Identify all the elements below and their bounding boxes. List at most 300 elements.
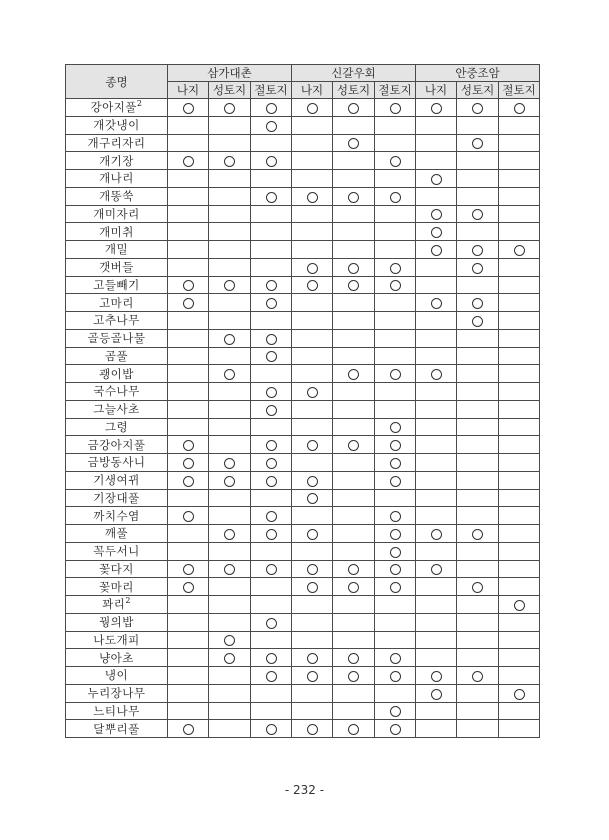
presence-circle-icon bbox=[266, 458, 277, 469]
presence-cell bbox=[333, 560, 375, 578]
presence-cell bbox=[251, 613, 292, 631]
presence-cell bbox=[457, 489, 499, 507]
presence-cell bbox=[333, 223, 375, 241]
table-row bbox=[66, 649, 540, 667]
presence-cell bbox=[292, 720, 333, 738]
presence-cell bbox=[251, 596, 292, 614]
presence-cell bbox=[416, 347, 457, 365]
presence-cell bbox=[416, 276, 457, 294]
presence-cell bbox=[499, 170, 540, 188]
presence-cell bbox=[168, 667, 209, 685]
species-name-cell bbox=[66, 205, 168, 223]
presence-cell bbox=[209, 667, 251, 685]
presence-cell bbox=[499, 347, 540, 365]
presence-cell bbox=[292, 560, 333, 578]
table-row bbox=[66, 489, 540, 507]
species-name: 기장대풀 bbox=[93, 490, 140, 505]
presence-cell bbox=[375, 383, 416, 401]
presence-circle-icon bbox=[183, 511, 194, 522]
presence-cell bbox=[168, 489, 209, 507]
table-row bbox=[66, 365, 540, 383]
presence-cell bbox=[416, 400, 457, 418]
presence-cell bbox=[416, 596, 457, 614]
species-name-cell bbox=[66, 667, 168, 685]
presence-circle-icon bbox=[266, 476, 277, 487]
presence-cell bbox=[251, 667, 292, 685]
species-name: 냥아초 bbox=[99, 650, 134, 665]
presence-cell bbox=[292, 631, 333, 649]
presence-circle-icon bbox=[183, 280, 194, 291]
presence-cell bbox=[333, 436, 375, 454]
presence-cell bbox=[499, 134, 540, 152]
presence-circle-icon bbox=[266, 156, 277, 167]
presence-cell bbox=[333, 649, 375, 667]
species-name-cell bbox=[66, 720, 168, 738]
species-table-body bbox=[66, 99, 540, 738]
presence-circle-icon bbox=[348, 138, 359, 149]
presence-cell bbox=[292, 170, 333, 188]
presence-circle-icon bbox=[183, 582, 194, 593]
presence-cell bbox=[168, 223, 209, 241]
presence-cell bbox=[416, 258, 457, 276]
presence-circle-icon bbox=[266, 298, 277, 309]
presence-cell bbox=[457, 400, 499, 418]
presence-circle-icon bbox=[472, 103, 483, 114]
presence-cell bbox=[333, 489, 375, 507]
presence-cell bbox=[333, 578, 375, 596]
presence-cell bbox=[292, 205, 333, 223]
presence-cell bbox=[416, 312, 457, 330]
presence-circle-icon bbox=[307, 653, 318, 664]
presence-circle-icon bbox=[266, 724, 277, 735]
presence-cell bbox=[251, 507, 292, 525]
species-name: 개기장 bbox=[99, 153, 134, 168]
presence-circle-icon bbox=[431, 174, 442, 185]
presence-cell bbox=[499, 507, 540, 525]
presence-cell bbox=[416, 525, 457, 543]
presence-cell bbox=[168, 649, 209, 667]
presence-cell bbox=[457, 205, 499, 223]
subcolumn-header: 성토지 bbox=[209, 82, 251, 99]
presence-circle-icon bbox=[390, 653, 401, 664]
presence-cell bbox=[292, 684, 333, 702]
presence-circle-icon bbox=[183, 156, 194, 167]
presence-cell bbox=[292, 241, 333, 259]
presence-cell bbox=[292, 471, 333, 489]
species-name: 강아지풀 bbox=[90, 100, 137, 115]
presence-cell bbox=[416, 613, 457, 631]
presence-cell bbox=[457, 649, 499, 667]
presence-cell bbox=[375, 365, 416, 383]
presence-cell bbox=[292, 294, 333, 312]
presence-cell bbox=[333, 507, 375, 525]
presence-cell bbox=[209, 454, 251, 472]
presence-cell bbox=[457, 560, 499, 578]
presence-cell bbox=[292, 276, 333, 294]
presence-cell bbox=[416, 471, 457, 489]
presence-cell bbox=[209, 418, 251, 436]
presence-cell bbox=[251, 578, 292, 596]
presence-cell bbox=[499, 400, 540, 418]
presence-circle-icon bbox=[431, 298, 442, 309]
species-table bbox=[65, 64, 540, 738]
presence-circle-icon bbox=[266, 121, 277, 132]
presence-cell bbox=[375, 560, 416, 578]
presence-circle-icon bbox=[472, 582, 483, 593]
presence-cell bbox=[209, 578, 251, 596]
presence-cell bbox=[457, 436, 499, 454]
presence-circle-icon bbox=[183, 724, 194, 735]
species-name: 고추나무 bbox=[93, 313, 140, 328]
presence-cell bbox=[499, 187, 540, 205]
subcolumn-header: 나지 bbox=[416, 82, 457, 99]
presence-cell bbox=[416, 702, 457, 720]
presence-cell bbox=[292, 400, 333, 418]
presence-cell bbox=[209, 205, 251, 223]
presence-cell bbox=[457, 613, 499, 631]
presence-circle-icon bbox=[266, 653, 277, 664]
table-row bbox=[66, 134, 540, 152]
presence-cell bbox=[416, 116, 457, 134]
species-name-cell bbox=[66, 170, 168, 188]
presence-cell bbox=[251, 400, 292, 418]
presence-cell bbox=[292, 578, 333, 596]
presence-cell bbox=[416, 134, 457, 152]
presence-cell bbox=[251, 99, 292, 117]
species-name-cell bbox=[66, 312, 168, 330]
presence-cell bbox=[499, 294, 540, 312]
presence-cell bbox=[333, 312, 375, 330]
presence-cell bbox=[499, 276, 540, 294]
presence-circle-icon bbox=[224, 476, 235, 487]
table-row bbox=[66, 347, 540, 365]
presence-circle-icon bbox=[390, 192, 401, 203]
presence-circle-icon bbox=[348, 103, 359, 114]
presence-cell bbox=[209, 436, 251, 454]
presence-cell bbox=[168, 294, 209, 312]
presence-cell bbox=[457, 507, 499, 525]
presence-cell bbox=[209, 631, 251, 649]
presence-cell bbox=[416, 720, 457, 738]
presence-cell bbox=[292, 702, 333, 720]
presence-cell bbox=[209, 702, 251, 720]
presence-cell bbox=[292, 258, 333, 276]
presence-cell bbox=[499, 152, 540, 170]
presence-cell bbox=[209, 649, 251, 667]
presence-cell bbox=[416, 187, 457, 205]
presence-circle-icon bbox=[224, 334, 235, 345]
presence-circle-icon bbox=[390, 156, 401, 167]
presence-cell bbox=[333, 471, 375, 489]
species-name: 달뿌리풀 bbox=[93, 721, 140, 736]
presence-cell bbox=[416, 329, 457, 347]
table-row bbox=[66, 383, 540, 401]
presence-cell bbox=[292, 525, 333, 543]
presence-cell bbox=[499, 258, 540, 276]
presence-cell bbox=[416, 649, 457, 667]
subcolumn-header: 절토지 bbox=[251, 82, 292, 99]
presence-cell bbox=[251, 471, 292, 489]
presence-cell bbox=[499, 596, 540, 614]
presence-circle-icon bbox=[266, 405, 277, 416]
table-row bbox=[66, 329, 540, 347]
table-row bbox=[66, 312, 540, 330]
table-row bbox=[66, 667, 540, 685]
presence-cell bbox=[499, 418, 540, 436]
presence-cell bbox=[416, 578, 457, 596]
presence-cell bbox=[168, 400, 209, 418]
presence-cell bbox=[251, 116, 292, 134]
presence-cell bbox=[499, 525, 540, 543]
table-row bbox=[66, 507, 540, 525]
presence-circle-icon bbox=[307, 440, 318, 451]
species-name-cell bbox=[66, 241, 168, 259]
presence-cell bbox=[251, 542, 292, 560]
presence-cell bbox=[209, 116, 251, 134]
presence-cell bbox=[416, 205, 457, 223]
species-name-cell bbox=[66, 187, 168, 205]
presence-circle-icon bbox=[224, 369, 235, 380]
presence-cell bbox=[333, 347, 375, 365]
presence-cell bbox=[292, 329, 333, 347]
presence-cell bbox=[499, 205, 540, 223]
presence-cell bbox=[209, 347, 251, 365]
presence-circle-icon bbox=[307, 493, 318, 504]
presence-circle-icon bbox=[307, 192, 318, 203]
presence-cell bbox=[333, 99, 375, 117]
presence-cell bbox=[457, 471, 499, 489]
presence-cell bbox=[168, 152, 209, 170]
presence-circle-icon bbox=[266, 671, 277, 682]
presence-cell bbox=[209, 170, 251, 188]
presence-cell bbox=[209, 365, 251, 383]
presence-cell bbox=[375, 134, 416, 152]
presence-cell bbox=[168, 365, 209, 383]
presence-circle-icon bbox=[390, 263, 401, 274]
presence-cell bbox=[333, 613, 375, 631]
presence-cell bbox=[416, 507, 457, 525]
presence-cell bbox=[251, 684, 292, 702]
species-name-cell bbox=[66, 294, 168, 312]
species-name: 꿩의밥 bbox=[99, 615, 134, 630]
presence-cell bbox=[333, 418, 375, 436]
site-header: 안중조암 bbox=[416, 65, 540, 82]
presence-circle-icon bbox=[266, 103, 277, 114]
presence-cell bbox=[251, 312, 292, 330]
presence-cell bbox=[416, 436, 457, 454]
presence-cell bbox=[333, 187, 375, 205]
presence-cell bbox=[333, 702, 375, 720]
presence-circle-icon bbox=[224, 653, 235, 664]
presence-cell bbox=[168, 258, 209, 276]
presence-cell bbox=[251, 329, 292, 347]
presence-cell bbox=[333, 365, 375, 383]
species-name-cell bbox=[66, 276, 168, 294]
table-row bbox=[66, 684, 540, 702]
presence-circle-icon bbox=[307, 564, 318, 575]
presence-cell bbox=[251, 436, 292, 454]
species-name-cell bbox=[66, 542, 168, 560]
species-name: 금방동사니 bbox=[87, 455, 146, 470]
presence-cell bbox=[209, 294, 251, 312]
presence-cell bbox=[168, 542, 209, 560]
presence-cell bbox=[499, 631, 540, 649]
presence-circle-icon bbox=[348, 653, 359, 664]
table-row bbox=[66, 436, 540, 454]
presence-cell bbox=[499, 454, 540, 472]
species-name-cell bbox=[66, 613, 168, 631]
presence-cell bbox=[457, 684, 499, 702]
presence-cell bbox=[251, 365, 292, 383]
presence-cell bbox=[457, 312, 499, 330]
presence-cell bbox=[209, 383, 251, 401]
species-name-cell bbox=[66, 436, 168, 454]
presence-cell bbox=[292, 542, 333, 560]
presence-cell bbox=[499, 613, 540, 631]
species-name: 개갓냉이 bbox=[93, 118, 140, 133]
species-name-cell bbox=[66, 418, 168, 436]
presence-cell bbox=[168, 507, 209, 525]
presence-cell bbox=[209, 329, 251, 347]
presence-cell bbox=[375, 649, 416, 667]
species-name-cell bbox=[66, 684, 168, 702]
presence-cell bbox=[457, 241, 499, 259]
species-name-cell bbox=[66, 347, 168, 365]
presence-cell bbox=[457, 223, 499, 241]
presence-cell bbox=[499, 649, 540, 667]
presence-cell bbox=[292, 116, 333, 134]
presence-cell bbox=[457, 170, 499, 188]
presence-cell bbox=[375, 205, 416, 223]
table-row bbox=[66, 542, 540, 560]
presence-circle-icon bbox=[431, 529, 442, 540]
presence-cell bbox=[375, 613, 416, 631]
presence-cell bbox=[292, 383, 333, 401]
presence-cell bbox=[416, 365, 457, 383]
presence-cell bbox=[168, 383, 209, 401]
presence-cell bbox=[499, 116, 540, 134]
species-name: 그령 bbox=[104, 419, 129, 434]
presence-cell bbox=[168, 347, 209, 365]
presence-cell bbox=[375, 507, 416, 525]
presence-cell bbox=[209, 312, 251, 330]
presence-cell bbox=[251, 134, 292, 152]
species-name-cell bbox=[66, 383, 168, 401]
presence-circle-icon bbox=[348, 671, 359, 682]
presence-cell bbox=[499, 578, 540, 596]
presence-cell bbox=[499, 542, 540, 560]
presence-circle-icon bbox=[307, 724, 318, 735]
presence-cell bbox=[499, 702, 540, 720]
presence-circle-icon bbox=[224, 635, 235, 646]
presence-cell bbox=[333, 170, 375, 188]
presence-circle-icon bbox=[431, 103, 442, 114]
table-row bbox=[66, 400, 540, 418]
species-name: 깨풀 bbox=[104, 526, 129, 541]
subcolumn-header: 절토지 bbox=[499, 82, 540, 99]
presence-cell bbox=[499, 684, 540, 702]
presence-cell bbox=[416, 99, 457, 117]
presence-cell bbox=[416, 684, 457, 702]
presence-cell bbox=[251, 347, 292, 365]
presence-cell bbox=[457, 258, 499, 276]
species-name: 냉이 bbox=[104, 668, 129, 683]
table-row bbox=[66, 613, 540, 631]
presence-cell bbox=[499, 241, 540, 259]
presence-cell bbox=[457, 631, 499, 649]
presence-cell bbox=[499, 383, 540, 401]
presence-circle-icon bbox=[224, 564, 235, 575]
presence-cell bbox=[333, 400, 375, 418]
presence-cell bbox=[457, 525, 499, 543]
presence-cell bbox=[209, 276, 251, 294]
presence-cell bbox=[168, 241, 209, 259]
species-footnote-mark: 2 bbox=[125, 596, 131, 606]
table-row bbox=[66, 205, 540, 223]
presence-cell bbox=[251, 649, 292, 667]
presence-cell bbox=[375, 99, 416, 117]
presence-cell bbox=[168, 99, 209, 117]
species-name: 꼭두서니 bbox=[93, 544, 140, 559]
presence-circle-icon bbox=[183, 298, 194, 309]
table-row bbox=[66, 418, 540, 436]
presence-circle-icon bbox=[472, 298, 483, 309]
species-name-cell bbox=[66, 223, 168, 241]
presence-cell bbox=[251, 560, 292, 578]
presence-cell bbox=[416, 170, 457, 188]
presence-cell bbox=[168, 578, 209, 596]
presence-cell bbox=[375, 312, 416, 330]
presence-cell bbox=[209, 241, 251, 259]
presence-circle-icon bbox=[390, 671, 401, 682]
presence-circle-icon bbox=[307, 280, 318, 291]
presence-cell bbox=[416, 489, 457, 507]
presence-cell bbox=[333, 667, 375, 685]
presence-circle-icon bbox=[183, 103, 194, 114]
presence-cell bbox=[251, 187, 292, 205]
species-name-cell bbox=[66, 400, 168, 418]
species-name: 꽃마리 bbox=[99, 579, 134, 594]
presence-cell bbox=[416, 560, 457, 578]
species-name: 꽃다지 bbox=[99, 561, 134, 576]
presence-circle-icon bbox=[390, 724, 401, 735]
presence-circle-icon bbox=[390, 422, 401, 433]
subcolumn-header: 나지 bbox=[292, 82, 333, 99]
presence-cell bbox=[457, 152, 499, 170]
species-name-cell bbox=[66, 489, 168, 507]
presence-cell bbox=[457, 329, 499, 347]
presence-cell bbox=[209, 187, 251, 205]
presence-cell bbox=[168, 312, 209, 330]
presence-cell bbox=[333, 684, 375, 702]
presence-cell bbox=[375, 702, 416, 720]
presence-cell bbox=[168, 631, 209, 649]
table-row bbox=[66, 631, 540, 649]
presence-cell bbox=[292, 649, 333, 667]
presence-circle-icon bbox=[266, 192, 277, 203]
presence-cell bbox=[251, 631, 292, 649]
presence-cell bbox=[457, 720, 499, 738]
presence-circle-icon bbox=[514, 600, 525, 611]
presence-circle-icon bbox=[183, 458, 194, 469]
presence-cell bbox=[416, 631, 457, 649]
presence-cell bbox=[416, 667, 457, 685]
presence-cell bbox=[375, 329, 416, 347]
presence-circle-icon bbox=[307, 582, 318, 593]
presence-cell bbox=[168, 454, 209, 472]
presence-circle-icon bbox=[472, 263, 483, 274]
presence-cell bbox=[168, 205, 209, 223]
